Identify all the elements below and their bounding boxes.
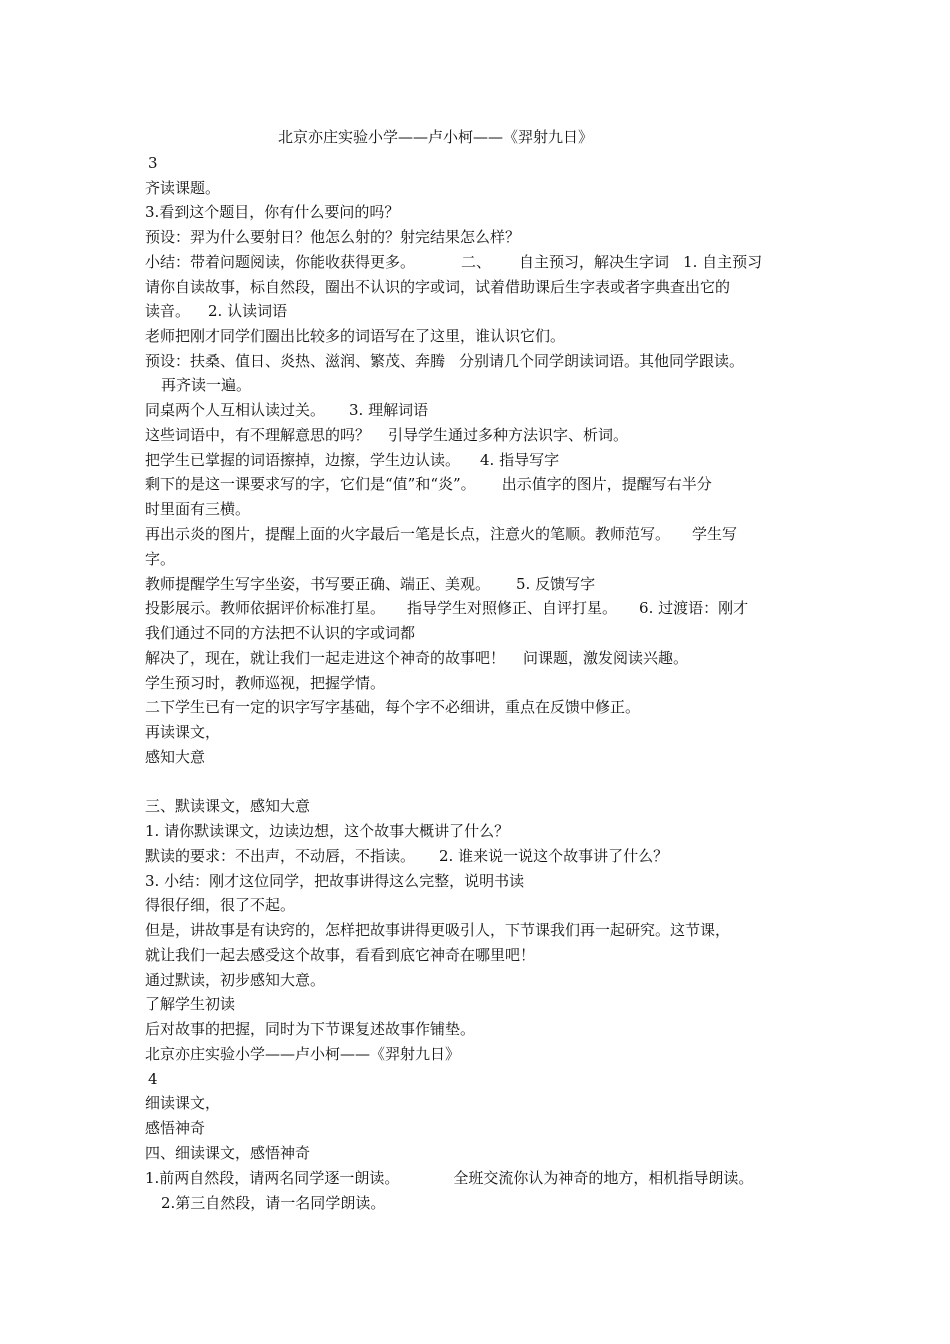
text-line: 了解学生初读 [145, 995, 236, 1013]
subsection-heading: 3. 理解词语 [349, 401, 429, 419]
text-segment: 剩下的是这一课要求写的字，它们是“值”和“炎”。 [145, 475, 476, 493]
page-number: 4 [148, 1070, 158, 1088]
text-line [145, 301, 287, 321]
text-segment: 指导学生对照修正、自评打星。 [407, 599, 618, 617]
text-segment: 引导学生通过多种方法识字、析词。 [388, 426, 629, 444]
text-line: 学生预习时，教师巡视，把握学情。 [145, 674, 386, 692]
text-segment: 分别请几个同学朗读词语。其他同学跟读。 [459, 352, 745, 370]
text-line: 齐读课题。 [145, 179, 221, 197]
text-segment: 预设：扶桑、值日、炎热、滋润、繁茂、奔腾 [145, 352, 446, 370]
text-line: 但是，讲故事是有诀窍的，怎样把故事讲得更吸引人，下节课我们再一起研究。这节课， [145, 921, 731, 939]
text-line [145, 598, 748, 618]
document-header: 北京亦庄实验小学——卢小柯——《羿射九日》 [278, 128, 594, 146]
text-segment: 1.前两自然段，请两名同学逐一朗读。 [145, 1169, 400, 1187]
text-line: 2.第三自然段，请一名同学朗读。 [161, 1194, 386, 1212]
text-line: 感悟神奇 [145, 1119, 206, 1137]
subsection-heading: 1. 自主预习 [683, 253, 763, 271]
subsection-heading: 4. 指导写字 [480, 451, 560, 469]
text-line [145, 648, 688, 668]
text-line [145, 252, 762, 272]
text-segment: 2. 谁来说一说这个故事讲了什么？ [439, 847, 669, 865]
text-line: 再读课文， [145, 723, 221, 741]
text-line: 二下学生已有一定的识字写字基础，每个字不必细讲，重点在反馈中修正。 [145, 698, 641, 716]
subsection-heading: 5. 反馈写字 [516, 575, 596, 593]
text-segment: 默读的要求：不出声，不动唇，不指读。 [145, 847, 416, 865]
text-segment: 问课题，激发阅读兴趣。 [523, 649, 689, 667]
text-segment: 小结：带着问题阅读，你能收获得更多。 [145, 253, 416, 271]
text-line: 就让我们一起去感受这个故事，看看到底它神奇在哪里吧！ [145, 946, 536, 964]
text-segment: 出示值字的图片，提醒写右半分 [501, 475, 712, 493]
document-header: 北京亦庄实验小学——卢小柯——《羿射九日》 [145, 1045, 461, 1063]
text-line [145, 425, 628, 445]
text-segment: 教师提醒学生写字坐姿，书写要正确、端正、美观。 [145, 575, 491, 593]
section-heading: 自主预习，解决生字词 [519, 253, 670, 271]
page-number: 3 [148, 154, 158, 172]
section-number: 二、 [461, 253, 492, 271]
text-line: 3. 小结：刚才这位同学，把故事讲得这么完整，说明书读 [145, 872, 525, 890]
text-line [145, 450, 559, 470]
text-segment: 投影展示。教师依据评价标准打星。 [145, 599, 386, 617]
text-line [145, 524, 737, 544]
text-line: 1. 请你默读课文，边读边想，这个故事大概讲了什么？ [145, 822, 510, 840]
text-segment: 读音。 [145, 302, 191, 320]
text-segment: 解决了，现在，就让我们一起走进这个神奇的故事吧！ [145, 649, 506, 667]
text-line: 我们通过不同的方法把不认识的字或词都 [145, 624, 416, 642]
text-line [145, 574, 595, 594]
text-line: 再齐读一遍。 [161, 376, 252, 394]
text-line [145, 400, 428, 420]
text-line: 预设：羿为什么要射日？他怎么射的？射完结果怎么样？ [145, 228, 521, 246]
text-line [145, 474, 712, 494]
text-line: 通过默读，初步感知大意。 [145, 971, 326, 989]
text-line: 时里面有三横。 [145, 500, 251, 518]
subsection-heading: 2. 认读词语 [208, 302, 288, 320]
subsection-heading: 6. 过渡语：刚才 [639, 599, 749, 617]
text-line: 老师把刚才同学们圈出比较多的词语写在了这里，谁认识它们。 [145, 327, 566, 345]
text-segment: 同桌两个人互相认读过关。 [145, 401, 326, 419]
text-line: 请你自读故事，标自然段，圈出不认识的字或词，试着借助课后生字表或者字典查出它的 [145, 278, 731, 296]
section-heading: 四、细读课文，感悟神奇 [145, 1144, 311, 1162]
text-segment: 学生写 [692, 525, 738, 543]
text-line: 感知大意 [145, 748, 206, 766]
text-line: 得很仔细，很了不起。 [145, 896, 296, 914]
text-line: 后对故事的把握，同时为下节课复述故事作铺垫。 [145, 1020, 476, 1038]
text-line: 字。 [145, 550, 176, 568]
section-heading: 三、默读课文，感知大意 [145, 797, 311, 815]
text-line [145, 1168, 753, 1188]
text-segment: 把学生已掌握的词语擦掉，边擦，学生边认读。 [145, 451, 461, 469]
text-segment: 这些词语中，有不理解意思的吗？ [145, 426, 371, 444]
text-line [145, 351, 744, 371]
text-segment: 全班交流你认为神奇的地方，相机指导朗读。 [453, 1169, 754, 1187]
text-line [145, 846, 668, 866]
text-segment: 再出示炎的图片，提醒上面的火字最后一笔是长点，注意火的笔顺。教师范写。 [145, 525, 671, 543]
text-line: 细读课文， [145, 1094, 221, 1112]
text-line: 3.看到这个题目，你有什么要问的吗？ [145, 203, 400, 221]
